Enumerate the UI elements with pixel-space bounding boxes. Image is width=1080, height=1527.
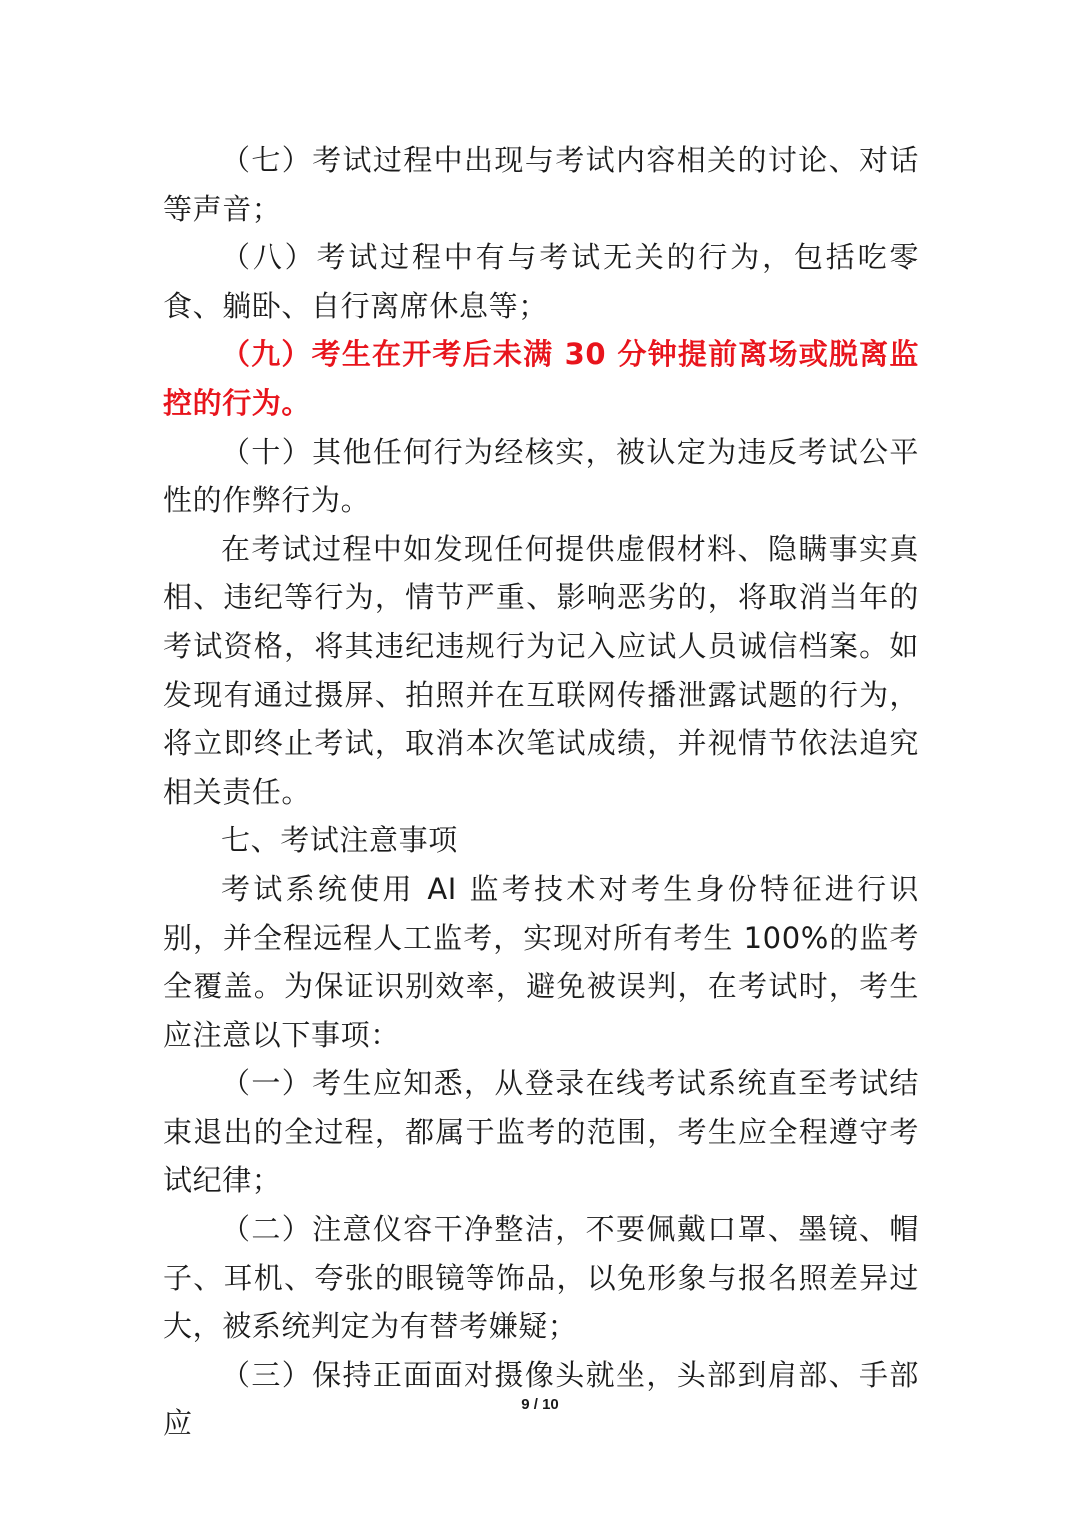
section-heading-exam-notes: 七、考试注意事项: [221, 823, 458, 858]
paragraph-violation-penalty: 在考试过程中如发现任何提供虚假材料、隐瞒事实真相、违纪等行为，情节严重、影响恶劣的，将取消当年的考试资格，将其违纪违规行为记入应试人员诚信档案。如发现有通过摄屏、拍照并在互联网传播泄露试题的行为，将立即终止考试，取消本次笔试成绩，并视情节依法追究相关责任。: [163, 531, 919, 809]
paragraph-ai-proctoring: 考试系统使用 AI 监考技术对考生身份特征进行识别，并全程远程人工监考，实现对所有考生 100%的监考全覆盖。为保证识别效率，避免被误判，在考试时，考生应注意以下事项：: [163, 871, 919, 1052]
paragraph-item-7: （七）考试过程中出现与考试内容相关的讨论、对话等声音；: [163, 143, 919, 226]
page-number: 9 / 10: [521, 1396, 559, 1413]
paragraph-note-2: （二）注意仪容干净整洁，不要佩戴口罩、墨镜、帽子、耳机、夸张的眼镜等饰品，以免形象与报名照差异过大，被系统判定为有替考嫌疑；: [163, 1212, 919, 1344]
paragraph-item-9-highlighted: （九）考生在开考后未满 30 分钟提前离场或脱离监控的行为。: [163, 337, 919, 420]
paragraph-note-3: （三）保持正面面对摄像头就坐，头部到肩部、手部应: [163, 1357, 919, 1441]
paragraph-item-8: （八）考试过程中有与考试无关的行为，包括吃零食、躺卧、自行离席休息等；: [163, 240, 919, 323]
paragraph-note-1: （一）考生应知悉，从登录在线考试系统直至考试结束退出的全过程，都属于监考的范围，考生应全程遵守考试纪律；: [163, 1066, 919, 1198]
paragraph-item-10: （十）其他任何行为经核实，被认定为违反考试公平性的作弊行为。: [163, 434, 919, 518]
document-body: [163, 136, 919, 1448]
